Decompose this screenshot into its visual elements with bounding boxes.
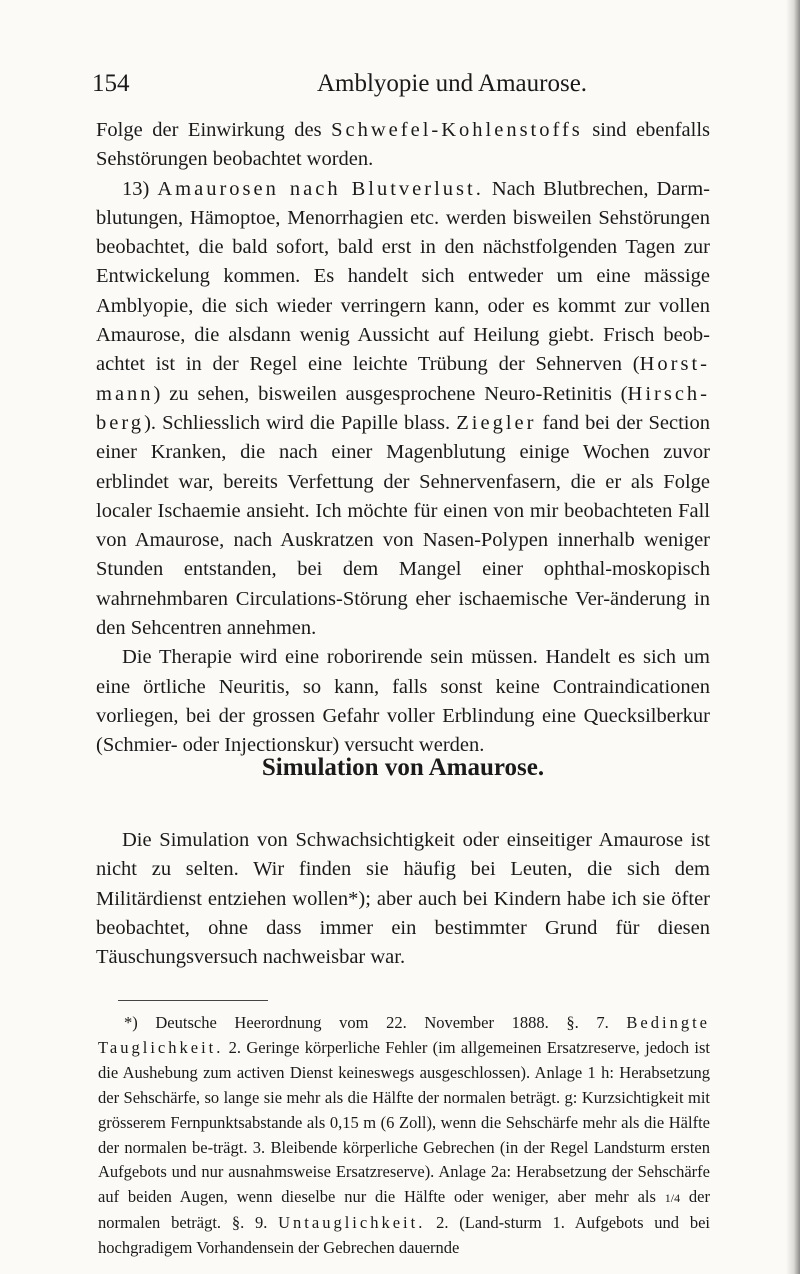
- section-heading: Simulation von Amaurose.: [261, 754, 545, 781]
- text-run: ). Schliesslich wird die Papille blass.: [144, 411, 457, 434]
- text-run: 2. Geringe körperliche Fehler (im allgemeinen Ersatzreserve, jedoch ist die Aushebung zum activen Dienst keineswegs ausgeschlossen). Anlage 1 h: Herabsetzung der Sehschärfe, so lange sie mehr als die Hälfte der normalen beträgt. g: Kurzsichtigkeit mit grösserem Fernpunktsabstande als 0,15 m (6 Zoll), wenn die Sehschärfe mehr als die Hälfte der normalen be-trägt. 3. Bleibende körperliche Gebrechen (in der Regel Landsturm ersten Aufgebots und nur ausnahmsweise Ersatzreserve). Anlage 2a: Herabsetzung der Sehschärfe auf beiden Augen, wenn dieselbe nur die Hälfte oder weniger, aber mehr als: [98, 1037, 710, 1207]
- spaced-term: Schwefel-Kohlenstoffs: [331, 119, 583, 141]
- text-run: Nach Blutbrechen, Darm-blutungen, Hämoptoe, Menorrhagien etc. werden bisweilen Sehstörungen beobachtet, die bald sofort, bald erst in den nächstfolgenden Tagen zur Entwickelung kommen. Es handelt sich entweder um eine mässige Amblyopie, die sich wieder verringern kann, oder es kommt zur vollen Amaurose, die alsdann wenig Aussicht auf Heilung giebt. Frisch beob-achtet ist in der Regel eine leichte Trübung der Sehnerven (: [96, 177, 711, 376]
- paragraph-2: [96, 175, 710, 644]
- paragraph-3: Die Therapie wird eine roborirende sein müssen. Handelt es sich um eine örtliche Neuritis, so kann, falls sonst keine Contraindicationen vorliegen, bei der grossen Gefahr voller Erblindung eine Quecksilberkur (Schmier- oder Injectionskur) versucht werden.: [96, 646, 710, 757]
- page-edge-shadow: [786, 0, 800, 1274]
- footnote-divider: [118, 1000, 268, 1001]
- text-run: fand bei der Section einer Kranken, die nach einer Magenblutung einige Wochen zuvor erblindet war, bereits Verfettung der Sehnervenfasern, die er als Folge localer Ischaemie ansieht. Ich möchte für einen von mir beobachteten Fall von Amaurose, nach Auskratzen von Nasen-Polypen innerhalb weniger Stunden entstanden, bei dem Mangel einer ophthal-moskopisch wahrnehmbaren Circulations-Störung eher ischaemische Ver-änderung in den Sehcentren annehmen.: [96, 411, 710, 640]
- spaced-term: Untauglichkeit.: [278, 1213, 426, 1233]
- text-run: sind ebenfalls Sehstörungen beobachtet worden.: [96, 119, 710, 171]
- author-name: Horst-mann: [96, 353, 710, 405]
- author-name: Ziegler: [456, 411, 537, 434]
- simulation-text: [96, 826, 710, 972]
- paragraph-4: Die Simulation von Schwachsichtigkeit oder einseitiger Amaurose ist nicht zu selten. Wir finden sie häufig bei Leuten, die sich dem Militärdienst entziehen wollen*); aber auch bei Kindern habe ich sie öfter beobachtet, ohne dass immer ein bestimmter Grund für diesen Täuschungsversuch nachweisbar war.: [96, 829, 710, 969]
- page-header: [92, 70, 712, 104]
- text-run: 2. (Land-sturm 1. Aufgebots und bei hochgradigem Vorhandensein der Gebrechen dauernde: [98, 1213, 710, 1258]
- running-title: Amblyopie und Amaurose.: [316, 70, 588, 97]
- text-run: 13): [122, 177, 158, 200]
- footnote: [98, 1011, 710, 1261]
- page-number: 154: [92, 70, 130, 97]
- fraction: 1/4: [664, 1191, 681, 1206]
- spaced-term: Bedingte Tauglichkeit.: [98, 1013, 710, 1057]
- footnote-text: [98, 1011, 710, 1261]
- text-run: Folge der Einwirkung des: [96, 119, 332, 141]
- main-text: [96, 116, 710, 761]
- author-name: Hirsch-berg: [96, 382, 710, 434]
- spaced-heading: Amaurosen nach Blutverlust.: [157, 177, 484, 200]
- text-run: der normalen beträgt. §. 9.: [98, 1187, 710, 1233]
- paragraph-1: [96, 116, 710, 175]
- text-run: ) zu sehen, bisweilen ausgesprochene Neuro-Retinitis (: [153, 382, 628, 405]
- text-run: *) Deutsche Heerordnung vom 22. November 1888. §. 7.: [124, 1013, 627, 1032]
